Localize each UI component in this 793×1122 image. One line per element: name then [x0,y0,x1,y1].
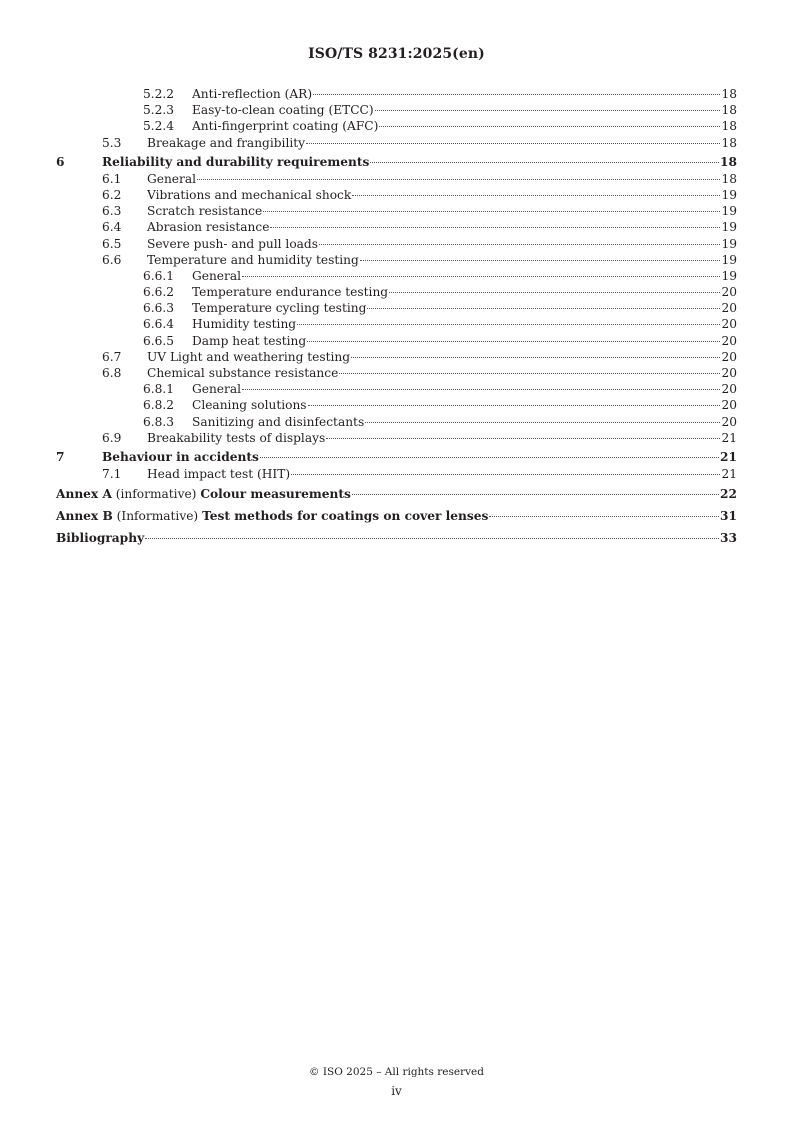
toc-entry-title: General [192,268,241,283]
toc-entry-number: 6.4 [102,220,122,235]
toc-entry[interactable] [56,252,737,268]
dot-leader [306,143,720,144]
dot-leader [291,474,720,475]
toc-entry-number: 6.8.3 [143,414,175,429]
toc-entry-number: 6.7 [102,349,122,364]
toc-entry-page: 18 [721,103,737,118]
toc-entry-title: Cleaning solutions [192,398,307,413]
dot-leader [263,211,720,212]
toc-entry-number: 6.8 [102,366,122,380]
toc-entry-page: 21 [721,430,737,445]
toc-entry-title: Temperature cycling testing [192,301,367,316]
dot-leader [351,357,720,358]
toc-entry[interactable] [56,316,737,332]
annex-title: Colour measurements [200,487,351,502]
toc-entry[interactable] [56,203,737,219]
toc-entry-page: 18 [721,171,737,186]
toc-entry-title: Head impact test (HIT) [147,466,291,481]
toc-entry-title: Chemical substance resistance [147,366,339,380]
dot-leader [297,324,720,325]
dot-leader [352,494,719,495]
toc-entry-number: 6 [56,154,65,169]
toc-entry-number: 5.3 [102,135,122,150]
toc-entry-number: 6.6.3 [143,301,175,316]
toc-entry-number: 5.2.4 [143,119,175,134]
toc-entry[interactable] [56,300,737,316]
toc-entry[interactable] [56,466,737,482]
toc-entry-number: 7 [56,449,65,464]
toc-entry-number: 7.1 [102,466,122,481]
toc-entry-page: 20 [721,366,737,380]
toc-entry[interactable] [56,349,737,365]
dot-leader [307,341,720,342]
toc-entry-number: 6.5 [102,236,122,251]
toc-entry-title: UV Light and weathering testing [147,349,351,364]
toc-entry-title: Anti-fingerprint coating (AFC) [192,119,379,134]
toc-entry[interactable] [56,219,737,235]
dot-leader [367,308,720,309]
toc-entry-number: 5.2.3 [143,103,175,118]
toc-entry-number: 6.8.1 [143,382,175,397]
dot-leader [370,162,719,163]
dot-leader [313,94,720,95]
toc-entry-page: 21 [721,466,737,481]
toc-entry[interactable] [56,414,737,430]
dot-leader [242,389,720,390]
toc-entry-title: Temperature endurance testing [192,285,389,300]
toc-entry-title: Anti-reflection (AR) [192,87,313,101]
toc-entry-number: 6.2 [102,187,122,202]
dot-leader [197,179,720,180]
toc-entry-number: 6.6.5 [143,333,175,348]
page-number: iv [391,1084,402,1098]
toc-annex-entry[interactable] [56,486,737,504]
dot-leader [352,195,720,196]
dot-leader [260,457,719,458]
annex-page: 22 [720,487,737,502]
dot-leader [375,110,721,111]
dot-leader [270,227,720,228]
toc-entry-page: 19 [721,236,737,251]
annex-label: Annex A [56,487,112,502]
toc-entry-title: Abrasion resistance [147,220,270,235]
toc-entry-title: Breakage and frangibility [147,135,306,150]
toc-entry-number: 6.3 [102,204,122,219]
toc-entry[interactable] [56,365,737,381]
toc-entry-title: General [147,171,196,186]
toc-entry-number: 6.6.2 [143,285,175,300]
toc-entry-page: 20 [721,301,737,316]
toc-entry[interactable] [56,171,737,187]
toc-entry-number: 6.6.4 [143,317,175,332]
copyright-notice: © ISO 2025 – All rights reserved [309,1066,484,1078]
dot-leader [489,516,719,517]
toc-entry[interactable] [56,118,737,134]
toc-entry-page: 20 [721,285,737,300]
toc-entry-title: Easy-to-clean coating (ETCC) [192,103,374,118]
table-of-contents [56,86,737,548]
dot-leader [360,260,721,261]
dot-leader [319,244,720,245]
document-header: ISO/TS 8231:2025(en) [308,46,485,62]
toc-entry-page: 18 [721,87,737,101]
toc-entry-page: 19 [721,187,737,202]
dot-leader [145,538,719,539]
toc-entry-page: 18 [721,135,737,150]
toc-entry[interactable] [56,86,737,102]
toc-entry[interactable] [56,268,737,284]
toc-entry[interactable] [56,381,737,397]
toc-entry-number: 5.2.2 [143,87,175,101]
dot-leader [389,292,720,293]
toc-entry-page: 18 [720,154,737,169]
toc-annex-entry[interactable] [56,508,737,526]
toc-entry[interactable] [56,430,737,446]
toc-entry-page: 19 [721,204,737,219]
toc-entry-title: Scratch resistance [147,204,263,219]
toc-entry-title: Reliability and durability requirements [102,154,370,169]
toc-entry-title: General [192,382,241,397]
annex-note: (informative) [111,487,201,502]
toc-entry-title: Humidity testing [192,317,297,332]
toc-entry-page: 20 [721,414,737,429]
toc-entry-page: 19 [721,268,737,283]
annex-page: 33 [720,531,737,546]
toc-entry[interactable] [56,187,737,203]
toc-entry-page: 20 [721,398,737,413]
toc-entry-number: 6.8.2 [143,398,175,413]
toc-entry-title: Breakability tests of displays [147,430,326,445]
toc-entry-page: 20 [721,333,737,348]
toc-entry-title: Severe push- and pull loads [147,236,318,251]
toc-entry[interactable] [56,449,737,466]
toc-entry-page: 18 [721,119,737,134]
toc-entry-title: Vibrations and mechanical shock [147,187,352,202]
toc-entry-page: 19 [721,252,737,267]
toc-entry[interactable] [56,102,737,118]
toc-entry[interactable] [56,236,737,252]
toc-entry-number: 6.6.1 [143,268,175,283]
toc-entry[interactable] [56,333,737,349]
toc-entry-page: 20 [721,382,737,397]
dot-leader [242,276,720,277]
toc-entry-title: Behaviour in accidents [102,449,259,464]
dot-leader [365,422,720,423]
toc-entry-page: 21 [720,449,737,464]
toc-entry-page: 20 [721,349,737,364]
toc-entry-number: 6.1 [102,171,122,186]
annex-page: 31 [720,509,737,524]
dot-leader [339,373,720,374]
toc-entry[interactable] [56,135,737,151]
dot-leader [308,405,721,406]
toc-entry[interactable] [56,284,737,300]
toc-entry-title: Sanitizing and disinfectants [192,414,365,429]
toc-entry[interactable] [56,397,737,413]
dot-leader [379,126,720,127]
annex-note: (Informative) [112,509,203,524]
toc-entry-number: 6.6 [102,252,122,267]
toc-entry-page: 20 [721,317,737,332]
annex-label: Bibliography [56,531,145,546]
toc-annex-entry[interactable] [56,530,737,548]
toc-entry-title: Damp heat testing [192,333,307,348]
toc-entry[interactable] [56,154,737,171]
dot-leader [326,438,720,439]
annex-label: Annex B [56,509,113,524]
toc-entry-title: Temperature and humidity testing [147,252,359,267]
toc-entry-page: 19 [721,220,737,235]
toc-entry-number: 6.9 [102,430,122,445]
annex-title: Test methods for coatings on cover lenses [202,509,489,524]
